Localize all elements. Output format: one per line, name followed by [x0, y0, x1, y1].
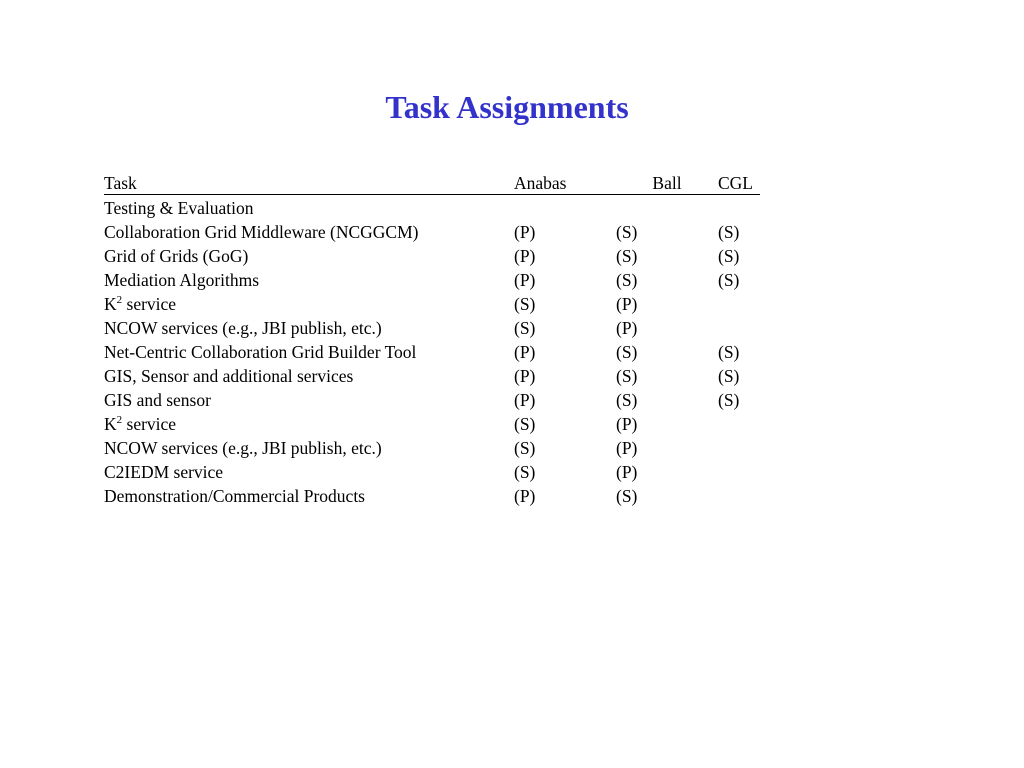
task-cell: GIS, Sensor and additional services: [104, 366, 354, 386]
table-row: [104, 219, 760, 243]
ball-cell: [616, 218, 718, 219]
task-cell: NCOW services (e.g., JBI publish, etc.): [104, 318, 382, 338]
table-row: [104, 435, 760, 459]
anabas-cell: (P): [514, 342, 536, 362]
ball-cell: (S): [616, 270, 638, 290]
cgl-cell: [718, 458, 760, 459]
header-anabas: Anabas: [514, 173, 567, 193]
task-superscript: 2: [116, 294, 123, 307]
ball-cell: (P): [616, 414, 638, 434]
cgl-cell: [718, 314, 760, 315]
table-row: [104, 459, 760, 483]
anabas-cell: (P): [514, 486, 536, 506]
task-cell: Collaboration Grid Middleware (NCGGCM): [104, 222, 419, 242]
table-header-row: [104, 170, 760, 195]
task-cell: [104, 294, 514, 315]
header-ball: Ball: [652, 173, 682, 193]
ball-cell: (S): [616, 486, 638, 506]
anabas-cell: (S): [514, 294, 536, 314]
ball-cell: (S): [616, 222, 638, 242]
anabas-cell: (P): [514, 270, 536, 290]
table-row: [104, 267, 760, 291]
task-cell: GIS and sensor: [104, 390, 211, 410]
ball-cell: (S): [616, 342, 638, 362]
anabas-cell: (S): [514, 438, 536, 458]
task-cell: Demonstration/Commercial Products: [104, 486, 365, 506]
task-cell: C2IEDM service: [104, 462, 224, 482]
cgl-cell: (S): [718, 246, 740, 266]
anabas-cell: (S): [514, 462, 536, 482]
cgl-cell: (S): [718, 342, 740, 362]
ball-cell: (S): [616, 366, 638, 386]
anabas-cell: (P): [514, 222, 536, 242]
task-cell: Net-Centric Collaboration Grid Builder Tool: [104, 342, 417, 362]
table-row: [104, 339, 760, 363]
task-cell: Testing & Evaluation: [104, 198, 254, 218]
task-superscript: 2: [116, 414, 123, 427]
cgl-cell: [718, 338, 760, 339]
ball-cell: (P): [616, 318, 638, 338]
header-task: Task: [104, 173, 137, 193]
task-prefix: K: [104, 414, 117, 434]
table-row: [104, 315, 760, 339]
anabas-cell: (S): [514, 414, 536, 434]
page-title: Task Assignments: [385, 89, 629, 126]
task-cell: NCOW services (e.g., JBI publish, etc.): [104, 438, 382, 458]
ball-cell: (P): [616, 294, 638, 314]
task-cell: [104, 414, 514, 435]
anabas-cell: (P): [514, 390, 536, 410]
table-row: [104, 291, 760, 315]
table-row: [104, 411, 760, 435]
cgl-cell: (S): [718, 366, 740, 386]
table-row: [104, 195, 760, 219]
task-cell: Mediation Algorithms: [104, 270, 260, 290]
task-suffix: service: [122, 294, 177, 314]
ball-cell: (S): [616, 246, 638, 266]
task-prefix: K: [104, 294, 117, 314]
table-row: [104, 387, 760, 411]
table-row: [104, 363, 760, 387]
header-cgl: CGL: [718, 173, 753, 193]
cgl-cell: [718, 218, 760, 219]
table-row: [104, 483, 760, 507]
table-row: [104, 243, 760, 267]
cgl-cell: [718, 482, 760, 483]
cgl-cell: (S): [718, 270, 740, 290]
ball-cell: (P): [616, 462, 638, 482]
anabas-cell: (P): [514, 366, 536, 386]
cgl-cell: [718, 506, 760, 507]
cgl-cell: (S): [718, 390, 740, 410]
ball-cell: (P): [616, 438, 638, 458]
task-suffix: service: [122, 414, 177, 434]
cgl-cell: [718, 434, 760, 435]
anabas-cell: (P): [514, 246, 536, 266]
anabas-cell: [514, 218, 616, 219]
cgl-cell: (S): [718, 222, 740, 242]
anabas-cell: (S): [514, 318, 536, 338]
task-cell: Grid of Grids (GoG): [104, 246, 249, 266]
task-assignments-table: [104, 170, 760, 507]
ball-cell: (S): [616, 390, 638, 410]
